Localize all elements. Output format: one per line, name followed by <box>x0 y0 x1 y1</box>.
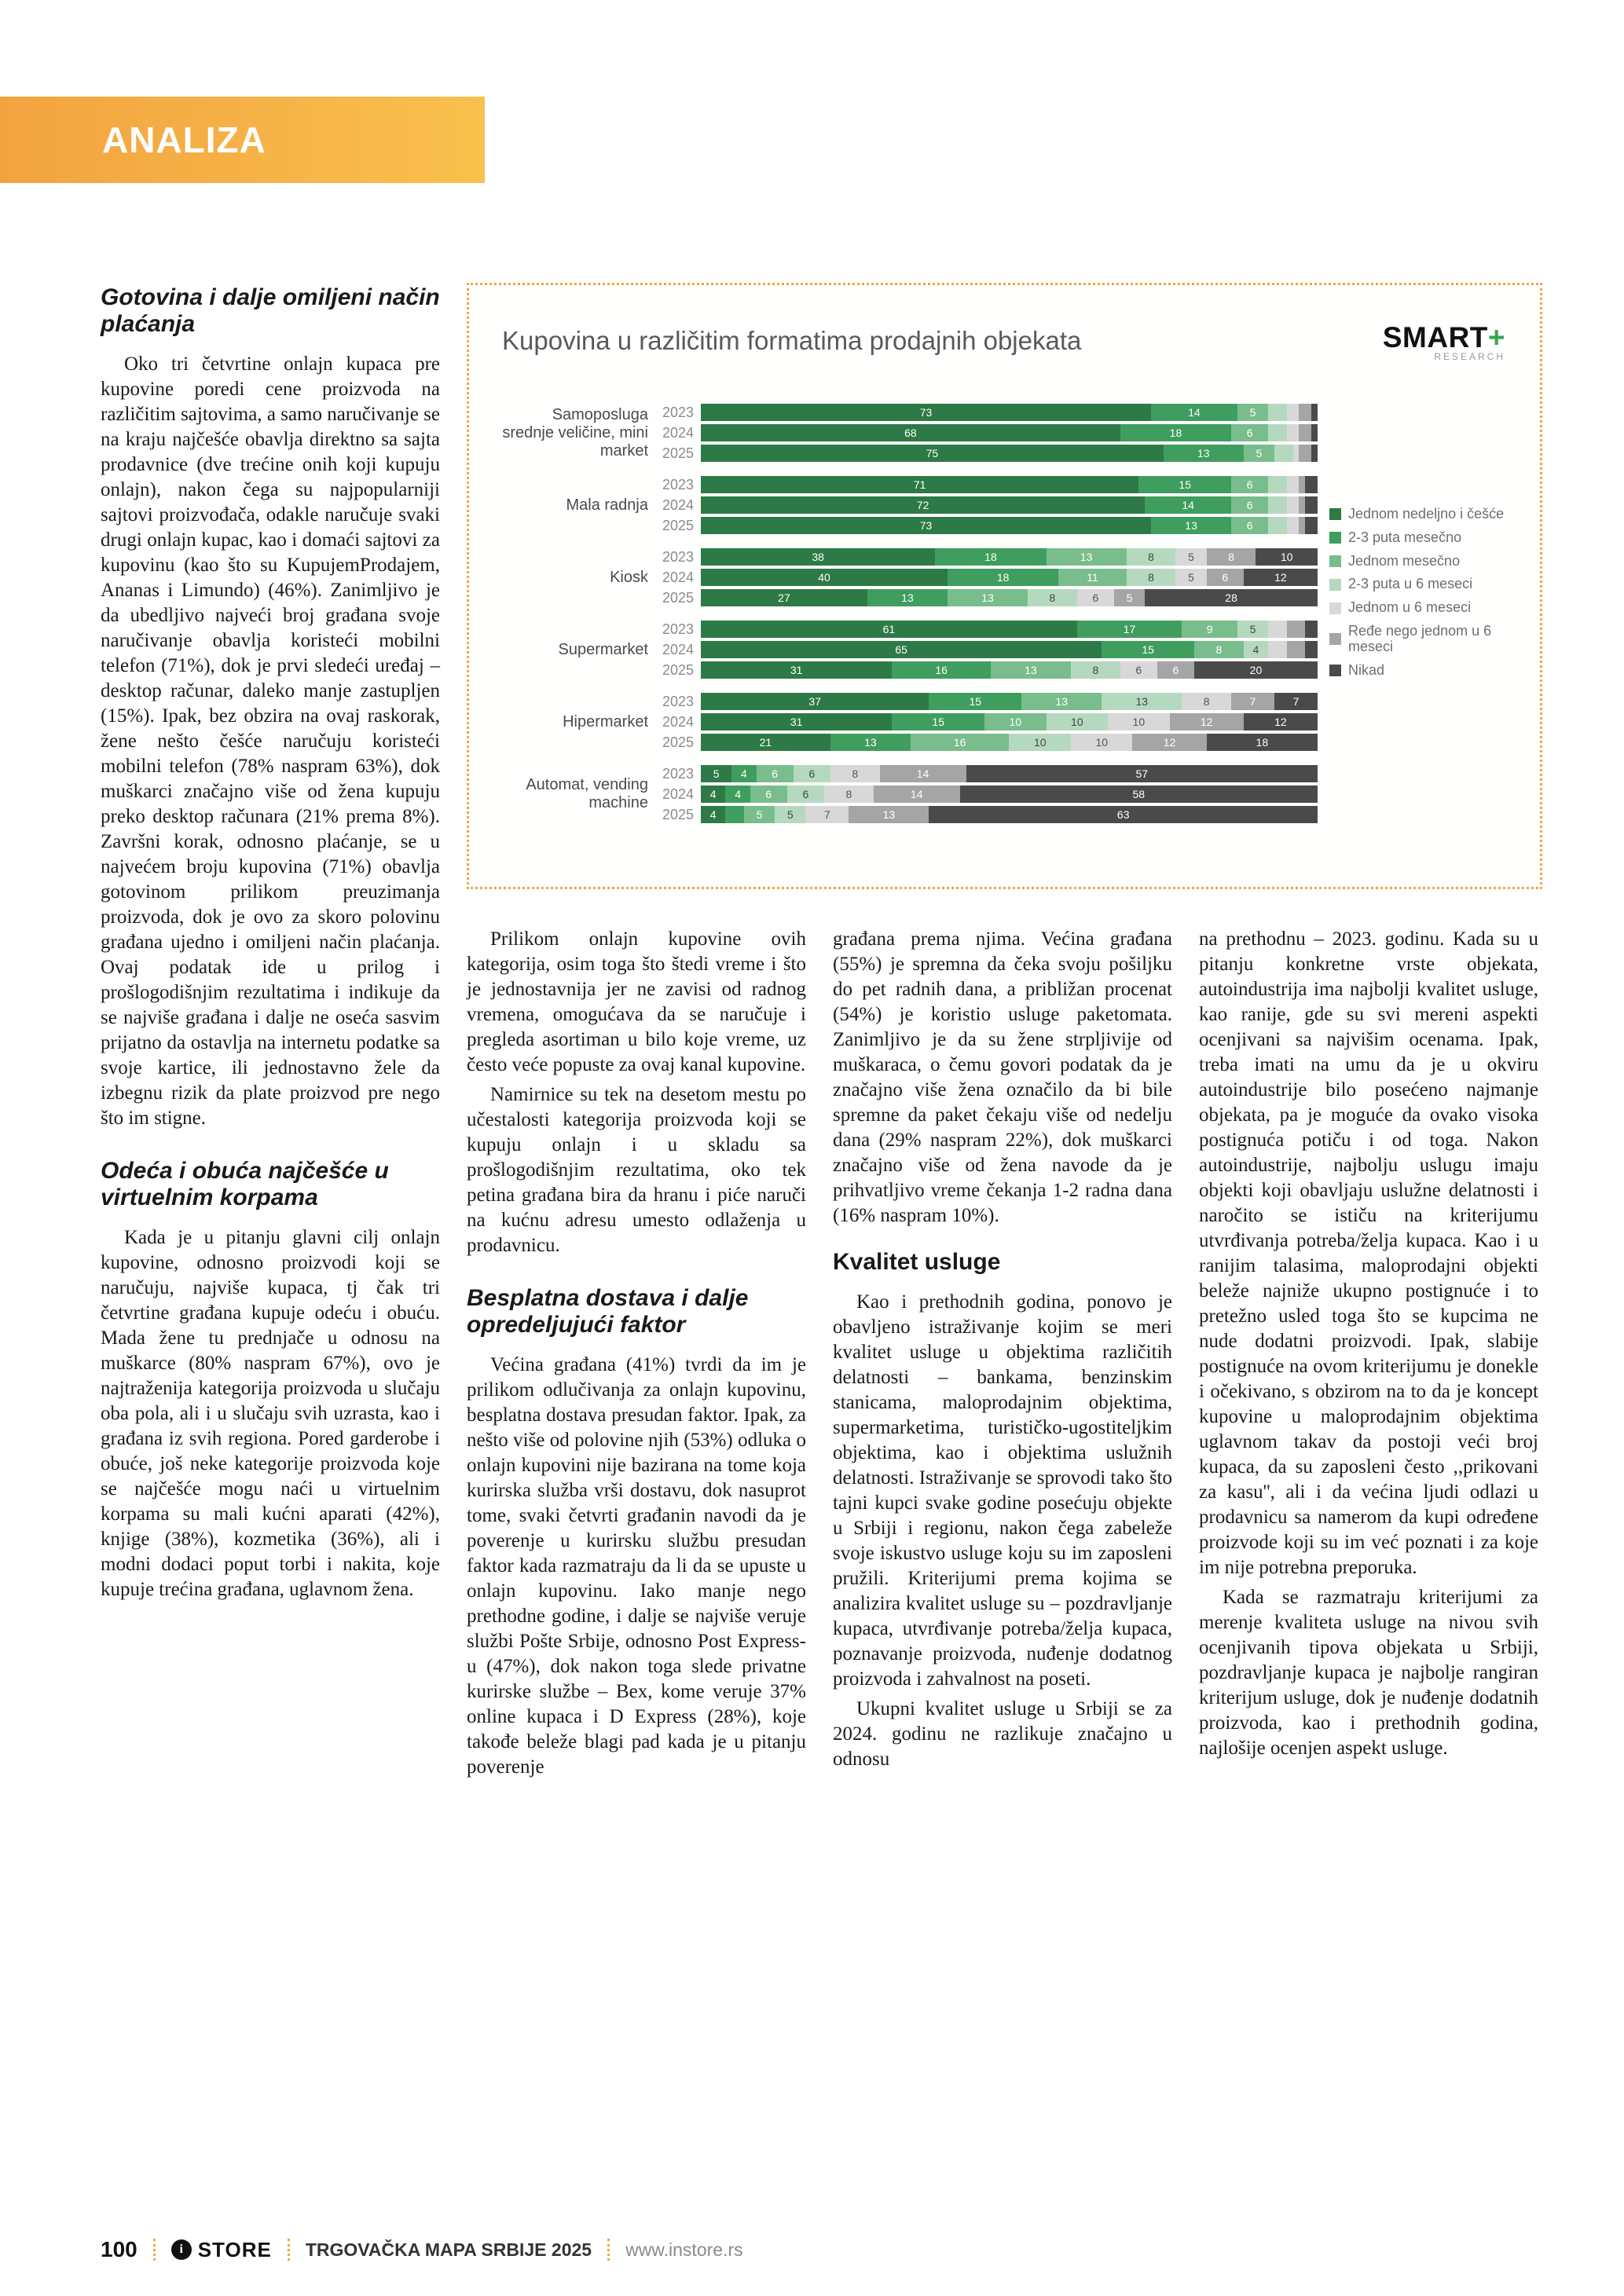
bar-row <box>658 547 1318 566</box>
bar-segment: 6 <box>1231 496 1268 514</box>
legend-label: Jednom mesečno <box>1348 552 1461 569</box>
bar-segment: 6 <box>1207 569 1244 586</box>
bar-segment: 18 <box>1120 424 1231 441</box>
paragraph: Ukupni kvalitet usluge u Srbiji se za 2024. godinu ne razlikuje značajno u odnosu <box>833 1698 1172 1770</box>
year-label: 2025 <box>662 589 695 606</box>
bar-row <box>658 423 1318 442</box>
page-number: 100 <box>101 2237 137 2261</box>
bar-segment: 13 <box>1164 445 1244 462</box>
bar-row <box>658 785 1318 804</box>
bar-row <box>658 805 1318 824</box>
bar-segment: 5 <box>1175 548 1206 566</box>
category-rows <box>658 401 1318 464</box>
bar-segment <box>1305 476 1318 493</box>
bar-segment <box>1299 445 1311 462</box>
bar-row <box>658 733 1318 752</box>
bar-segment <box>1299 404 1311 421</box>
paragraph: Prilikom onlajn kupovine ovih kategorija, osim toga što štedi vreme i što je jednostavnija jer ne zavisi od radnog vremena, omogućava da se naručuje i pregleda asortiman u bilo koje vreme, uz često veće popuste za ovaj kanal kupovine. <box>467 928 806 1075</box>
chart-group <box>499 546 1318 609</box>
bar-segment: 40 <box>701 569 948 586</box>
bar-segment <box>1287 517 1300 534</box>
bar-segment <box>1287 621 1306 638</box>
stacked-bar <box>701 517 1318 534</box>
bar-segment: 4 <box>1244 641 1268 658</box>
paragraph: Većina građana (41%) tvrdi da im je prilikom odlučivanja za onlajn kupovinu, besplatna dostava presudan faktor. Ipak, za nešto više od polovine njih (53%) odluka o onlajn kupovini nije bazirana na tome koja kurirska služba vrši dostavu, dok nasuprot tome, svaki četvrti građanin navodi da je poverenje u kurirsku službu presudan faktor kada razmatraju da li da se upuste u onlajn kupovinu. Iako manje nego prethodne godine, i dalje se najviše veruje službi Pošte Srbije, odnosno Post Express-u (47%), dok nakon toga slede privatne kurirske službe – Bex, kome veruje 37% online kupaca i D Express (28%), koje takođe beleže blagi pad kada je u pitanju poverenje <box>467 1354 806 1778</box>
legend-item <box>1329 600 1535 616</box>
legend-item <box>1329 577 1535 592</box>
bar-segment: 12 <box>1132 734 1206 751</box>
smart-logo-subtext: RESEARCH <box>1434 351 1505 362</box>
bar-segment: 6 <box>787 785 824 803</box>
bar-segment: 38 <box>701 548 935 566</box>
footer-divider <box>288 2239 290 2261</box>
bar-segment: 5 <box>744 806 775 823</box>
chart-group <box>499 474 1318 536</box>
legend-label: 2-3 puta u 6 meseci <box>1348 576 1473 592</box>
bar-segment: 61 <box>701 621 1077 638</box>
bar-segment: 10 <box>1047 713 1109 731</box>
year-label: 2024 <box>662 496 695 513</box>
bar-segment: 5 <box>775 806 805 823</box>
bar-segment: 7 <box>805 806 849 823</box>
chart-group <box>499 401 1318 464</box>
legend-item <box>1329 624 1535 655</box>
stacked-bar <box>701 404 1318 421</box>
bar-segment: 13 <box>830 734 911 751</box>
stacked-bar <box>701 713 1318 731</box>
bar-segment <box>1268 517 1287 534</box>
year-label: 2023 <box>662 621 695 637</box>
bar-segment: 6 <box>1231 424 1268 441</box>
bar-segment <box>1311 424 1318 441</box>
bar-segment: 5 <box>1175 569 1206 586</box>
stacked-bar <box>701 476 1318 493</box>
bar-segment: 8 <box>830 765 880 782</box>
bar-segment: 13 <box>1021 693 1102 710</box>
stacked-bar <box>701 641 1318 658</box>
stacked-bar <box>701 661 1318 679</box>
stacked-bar <box>701 785 1318 803</box>
bar-segment: 8 <box>1207 548 1256 566</box>
bar-row <box>658 568 1318 587</box>
stacked-bar <box>701 734 1318 751</box>
bar-segment: 4 <box>701 785 725 803</box>
bar-segment: 8 <box>824 785 874 803</box>
bar-segment: 8 <box>1127 569 1176 586</box>
year-label: 2025 <box>662 445 695 461</box>
stacked-bar <box>701 621 1318 638</box>
bar-segment: 20 <box>1194 661 1318 679</box>
section-title: ANALIZA <box>102 119 266 160</box>
bar-row <box>658 588 1318 607</box>
article-heading-clothing: Odeća i obuća najčešće u virtuelnim korpama <box>101 1158 389 1210</box>
bar-segment: 18 <box>1207 734 1318 751</box>
instore-brand-text: STORE <box>197 2237 272 2261</box>
category-rows <box>658 474 1318 536</box>
year-label: 2025 <box>662 734 695 750</box>
bar-segment: 6 <box>1231 476 1268 493</box>
text-column-3 <box>833 927 1172 1777</box>
bar-segment: 57 <box>966 765 1318 782</box>
text-column-1 <box>101 284 440 1607</box>
bar-segment: 71 <box>701 476 1138 493</box>
bar-segment: 28 <box>1145 589 1318 606</box>
page-footer <box>101 2237 1538 2262</box>
bar-segment: 8 <box>1127 548 1176 566</box>
bar-segment <box>1305 496 1318 514</box>
bar-segment: 73 <box>701 517 1151 534</box>
bar-segment <box>1305 641 1318 658</box>
bar-segment <box>1299 424 1311 441</box>
year-label: 2023 <box>662 765 695 782</box>
bar-segment: 6 <box>757 765 794 782</box>
bar-segment: 13 <box>948 589 1028 606</box>
legend-item <box>1329 507 1535 522</box>
bar-segment <box>1299 496 1305 514</box>
year-label: 2023 <box>662 548 695 565</box>
stacked-bar <box>701 496 1318 514</box>
bar-row <box>658 403 1318 422</box>
legend-label: 2-3 puta mesečno <box>1348 529 1462 545</box>
bar-row <box>658 712 1318 731</box>
instore-brand <box>171 2238 272 2262</box>
footer-publication-title: TRGOVAČKA MAPA SRBIJE 2025 <box>305 2239 592 2260</box>
bar-segment: 8 <box>1194 641 1244 658</box>
bar-segment: 8 <box>1028 589 1077 606</box>
bar-segment: 68 <box>701 424 1120 441</box>
bar-segment: 5 <box>1114 589 1145 606</box>
bar-row <box>658 475 1318 494</box>
footer-divider <box>153 2239 156 2261</box>
bar-segment: 15 <box>1102 641 1194 658</box>
paragraph: na prethodnu – 2023. godinu. Kada su u pitanju konkretne vrste objekata, autoindustrija ima najbolji kvalitet usluge, kao ranije, gde su svi mereni aspekti ocenjivani sa najvišim ocenama. Ipak, treba imati na umu da je u okviru autoindustrije bilo posećeno najmanje objekata, pa je moguće da ovako visoka postignuća potiču i od toga. Nakon autoindustrije, najbolju uslugu imaju objekti koji obavljaju uslužne delatnosti i naročito se ističu na kriterijumu utvrđivanja potreba/želja kupaca. Kao i u ranijim talasima, maloprodajni objekti beleže najniže ukupno postignuće i to pretežno usled toga što se kupcima ne nude dodatni proizvodi. Ipak, slabije postignuće na ovom kriterijumu je donekle i očekivano, s obzirom na to da je koncept kupovine u maloprodajnim objektima uglavnom takav da postoji veći broj kupaca, da su zaposleni često ,,prikovani za kasu'', ali i da većina ljudi odlazi u prodavnicu sa namerom da kupi određene proizvode koji su im već poznati i za koje im nije potrebna preporuka. <box>1199 928 1538 1578</box>
bar-segment <box>1299 517 1305 534</box>
bar-segment: 16 <box>911 734 1010 751</box>
category-rows <box>658 618 1318 681</box>
bar-segment: 14 <box>880 765 966 782</box>
bar-segment <box>1287 496 1300 514</box>
year-label: 2024 <box>662 641 695 657</box>
year-label: 2024 <box>662 424 695 441</box>
article-heading-delivery: Besplatna dostava i dalje opredeljujući faktor <box>467 1285 749 1338</box>
chart-title: Kupovina u različitim formatima prodajnih objekata <box>502 326 1082 355</box>
legend-swatch <box>1329 555 1341 567</box>
legend-item <box>1329 530 1535 546</box>
bar-segment: 5 <box>701 765 731 782</box>
category-label: Kiosk <box>610 568 648 586</box>
year-label: 2023 <box>662 693 695 709</box>
category-label: Hipermarket <box>563 712 648 731</box>
bar-segment: 18 <box>948 569 1058 586</box>
legend-swatch <box>1329 665 1341 676</box>
legend-label: Nikad <box>1348 661 1385 678</box>
year-label: 2024 <box>662 785 695 802</box>
bar-segment <box>1268 424 1287 441</box>
bar-row <box>658 444 1318 463</box>
bar-segment: 21 <box>701 734 830 751</box>
bar-segment: 12 <box>1244 569 1318 586</box>
bar-segment: 5 <box>1237 621 1268 638</box>
bar-segment: 18 <box>935 548 1046 566</box>
legend-swatch <box>1329 579 1341 591</box>
bar-segment: 6 <box>1077 589 1114 606</box>
bar-segment: 6 <box>1231 517 1268 534</box>
bar-segment <box>1287 424 1300 441</box>
bar-segment: 10 <box>1009 734 1071 751</box>
bar-segment: 15 <box>929 693 1021 710</box>
category-rows <box>658 690 1318 753</box>
bar-segment: 6 <box>1157 661 1194 679</box>
year-label: 2023 <box>662 404 695 420</box>
bar-segment <box>1299 476 1305 493</box>
category-label: Samoposluga srednje veličine, mini market <box>502 405 648 460</box>
bar-segment <box>1268 641 1287 658</box>
bar-segment <box>1287 404 1300 421</box>
bar-segment: 12 <box>1244 713 1318 731</box>
category-label: Supermarket <box>558 640 648 658</box>
bar-segment: 13 <box>1151 517 1231 534</box>
bar-segment: 5 <box>1244 445 1274 462</box>
bar-segment: 37 <box>701 693 929 710</box>
stacked-bar <box>701 589 1318 606</box>
stacked-bar-chart <box>499 401 1318 835</box>
bar-segment: 10 <box>984 713 1047 731</box>
chart-group <box>499 618 1318 681</box>
footer-website-link[interactable]: www.instore.rs <box>625 2239 743 2260</box>
bar-segment <box>1287 641 1306 658</box>
bar-segment <box>1268 476 1287 493</box>
bar-segment: 14 <box>874 785 960 803</box>
article-heading-payments: Gotovina i dalje omiljeni način plaćanja <box>101 284 440 337</box>
year-label: 2025 <box>662 517 695 533</box>
paragraph: građana prema njima. Većina građana (55%) je spremna da čeka svoju pošiljku do pet radnih dana, a približan procenat (54%) je koristio usluge paketomata. Zanimljivo je da su žene strpljivije od muškaraca, o čemu govori podatak da je značajno više žena označilo da bi bile spremne da paket čekaju više od nedelju dana (29% naspram 22%), dok muškarci značajno više od žena navode da je prihvatljivo vreme čekanja 1-2 radna dana (16% naspram 10%). <box>833 928 1172 1226</box>
bar-segment: 13 <box>867 589 948 606</box>
bar-segment: 14 <box>1145 496 1231 514</box>
bar-segment <box>725 806 744 823</box>
bar-row <box>658 516 1318 535</box>
bar-segment <box>1305 621 1318 638</box>
smart-logo-text: SMART+ <box>1382 321 1505 353</box>
paragraph: Kada se razmatraju kriterijumi za merenje kvaliteta usluge na nivou svih ocenjivanih tipova objekata u Srbiji, pozdravljanje kupaca je najbolje rangiran kriterijum usluge, dok je nuđenje dodatnih proizvoda, kao i prethodnih godina, najlošije ocenjen aspekt usluge. <box>1199 1587 1538 1759</box>
bar-segment: 4 <box>701 806 725 823</box>
bar-segment: 10 <box>1256 548 1318 566</box>
bar-segment: 10 <box>1108 713 1170 731</box>
bar-segment: 4 <box>731 765 756 782</box>
bar-segment: 10 <box>1071 734 1133 751</box>
bar-segment <box>1274 445 1293 462</box>
article-heading-quality: Kvalitet usluge <box>833 1249 1001 1275</box>
bar-row <box>658 764 1318 783</box>
bar-segment: 13 <box>849 806 929 823</box>
bar-segment <box>1268 404 1287 421</box>
chart-group <box>499 763 1318 826</box>
category-label: Mala radnja <box>566 496 648 514</box>
bar-segment: 17 <box>1077 621 1182 638</box>
legend-swatch <box>1329 508 1341 520</box>
legend-item <box>1329 554 1535 569</box>
bar-segment: 9 <box>1182 621 1237 638</box>
bar-segment: 12 <box>1170 713 1244 731</box>
bar-row <box>658 640 1318 659</box>
stacked-bar <box>701 806 1318 823</box>
bar-row <box>658 620 1318 639</box>
bar-segment: 13 <box>1102 693 1182 710</box>
year-label: 2025 <box>662 806 695 822</box>
paragraph: Namirnice su tek na desetom mestu po učestalosti kategorija proizvoda koji se kupuju onlajn i u skladu sa prošlogodišnjim rezultatima, oko tek petina građana bira da hranu i piće naruči na kućnu adresu umesto odlaženja u prodavnicu. <box>467 1084 806 1256</box>
bar-segment: 72 <box>701 496 1145 514</box>
legend-label: Jednom u 6 meseci <box>1348 599 1472 616</box>
category-rows <box>658 546 1318 609</box>
smart-research-logo <box>1383 321 1505 362</box>
bar-segment: 31 <box>701 661 892 679</box>
chart-group <box>499 690 1318 753</box>
stacked-bar <box>701 765 1318 782</box>
bar-segment <box>1293 445 1300 462</box>
legend-swatch <box>1329 532 1341 544</box>
bar-segment <box>1268 496 1287 514</box>
stacked-bar <box>701 693 1318 710</box>
bar-segment <box>1268 621 1287 638</box>
bar-segment: 7 <box>1231 693 1274 710</box>
year-label: 2024 <box>662 713 695 730</box>
paragraph: Kao i prethodnih godina, ponovo je obavljeno istraživanje kojim se meri kvalitet usluge u objektima različitih delatnosti – bankama, benzinskim stanicama, maloprodajnim objektima, supermarketima, turističko-ugostiteljkim objektima, kao i objektima uslužnih delatnosti. Istraživanje se sprovodi tako što tajni kupci svake godine posećuju objekte u Srbiji i regionu, nakon čega zabeleže svoje iskustvo usluge koju su im zaposleni pružili. Kriterijumi prema kojima se analizira kvalitet usluge su – pozdravljanje kupaca, utvrđivanje potreba/želja kupaca, poznavanje proizvoda, nuđenje dodatnog proizvoda i zahvalnost na poseti. <box>833 1291 1172 1690</box>
stacked-bar <box>701 569 1318 586</box>
bar-segment: 5 <box>1237 404 1268 421</box>
bar-segment: 14 <box>1151 404 1237 421</box>
instore-logo-icon: i <box>171 2239 192 2260</box>
bar-segment: 15 <box>1138 476 1231 493</box>
bar-row <box>658 496 1318 514</box>
bar-segment: 7 <box>1274 693 1318 710</box>
chart-panel <box>467 283 1542 889</box>
bar-segment: 63 <box>929 806 1318 823</box>
bar-segment: 16 <box>892 661 991 679</box>
bar-segment: 11 <box>1058 569 1126 586</box>
paragraph: Oko tri četvrtine onlajn kupaca pre kupovine poredi cene proizvoda na različitim sajtovima, a samo naručivanje se na kraju najčešće obavlja direktno sa sajta prodavnice (dve trećine onih koji kupuju onlajn), nakon čega su najpopularniji sajtovi proizvođača, odakle naručuje svaki drugi onlajn kupac, kao i domaći sajtovi za kupovinu (kao što su KupujemProdajem, Ananas i Limundo) (46%). Zanimljivo je da ubedljivo najveći broj građana svoje naručivanje obavlja koristeći mobilni telefon (71%), dok je prvi sledeći uređaj – desktop računar, daleko manje zastupljen (15%). Ipak, bez obzira na ovaj raskorak, žene nešto češće naručuju koristeći mobilni telefon (78% naspram 63%), dok muškarci značajno više od žena kupuju preko desktop računara (21% prema 8%). Završni korak, odnosno plaćanje, se u najvećem broju kupovina (71%) obavlja gotovinom prilikom preuzimanja proizvoda, dok je ovo za skoro polovinu građana ujedno i omiljeni način plaćanja. Ovaj podatak ide u prilog i prošlogodišnjim rezultatima i indikuje da se najviše građana i dalje ne oseća sasvim prijatno da ostavlja na internetu podatke sa svoje kartice, ili jednostavno žele da izbegnu rizik da plate proizvod pre nego što im stigne. <box>101 353 440 1129</box>
bar-segment: 65 <box>701 641 1102 658</box>
category-rows <box>658 763 1318 826</box>
bar-segment: 31 <box>701 713 892 731</box>
bar-segment <box>1311 445 1318 462</box>
bar-segment <box>1305 517 1318 534</box>
bar-segment: 13 <box>991 661 1071 679</box>
stacked-bar <box>701 548 1318 566</box>
bar-segment <box>1311 404 1318 421</box>
year-label: 2024 <box>662 569 695 585</box>
footer-divider <box>607 2239 610 2261</box>
bar-segment: 8 <box>1071 661 1120 679</box>
legend-label: Jednom nedeljno i češće <box>1348 506 1505 522</box>
bar-segment: 27 <box>701 589 867 606</box>
bar-row <box>658 661 1318 679</box>
section-banner <box>0 97 485 183</box>
year-label: 2025 <box>662 661 695 678</box>
bar-segment: 75 <box>701 445 1164 462</box>
text-column-2 <box>467 927 806 1785</box>
bar-segment: 4 <box>725 785 750 803</box>
legend-item <box>1329 663 1535 679</box>
bar-segment: 73 <box>701 404 1151 421</box>
bar-row <box>658 692 1318 711</box>
bar-segment: 6 <box>794 765 830 782</box>
legend-swatch <box>1329 602 1341 614</box>
bar-segment <box>1287 476 1300 493</box>
text-column-4 <box>1199 927 1538 1766</box>
bar-segment: 6 <box>1120 661 1157 679</box>
bar-segment: 58 <box>960 785 1318 803</box>
plus-icon: + <box>1487 321 1505 353</box>
year-label: 2023 <box>662 476 695 493</box>
legend-swatch <box>1329 633 1341 645</box>
category-label: Automat, vending machine <box>526 776 648 811</box>
stacked-bar <box>701 424 1318 441</box>
legend-label: Ređe nego jednom u 6 meseci <box>1348 622 1492 654</box>
bar-segment: 15 <box>892 713 984 731</box>
bar-segment: 13 <box>1047 548 1127 566</box>
bar-segment: 6 <box>750 785 787 803</box>
stacked-bar <box>701 445 1318 462</box>
chart-legend <box>1329 507 1535 686</box>
paragraph: Kada je u pitanju glavni cilj onlajn kupovine, odnosno proizvodi koji se naručuju, najviše kupaca, tj čak tri četvrtine građana kupuje odeću i obuću. Mada žene tu prednjače u odnosu na muškarce (80% naspram 67%), ovo je najtraženija kategorija proizvoda u slučaju oba pola, ali i u slučaju svih uzrasta, kao i građana iz svih regiona. Pored garderobe i obuće, još neke kategorije proizvoda koje se najčešće mogu naći u virtuelnim korpama su mali kućni aparati (42%), knjige (38%), kozmetika (36%), ali i modni dodaci poput torbi i nakita, koje kupuje trećina građana, uglavnom žena. <box>101 1227 440 1600</box>
bar-segment: 8 <box>1182 693 1231 710</box>
